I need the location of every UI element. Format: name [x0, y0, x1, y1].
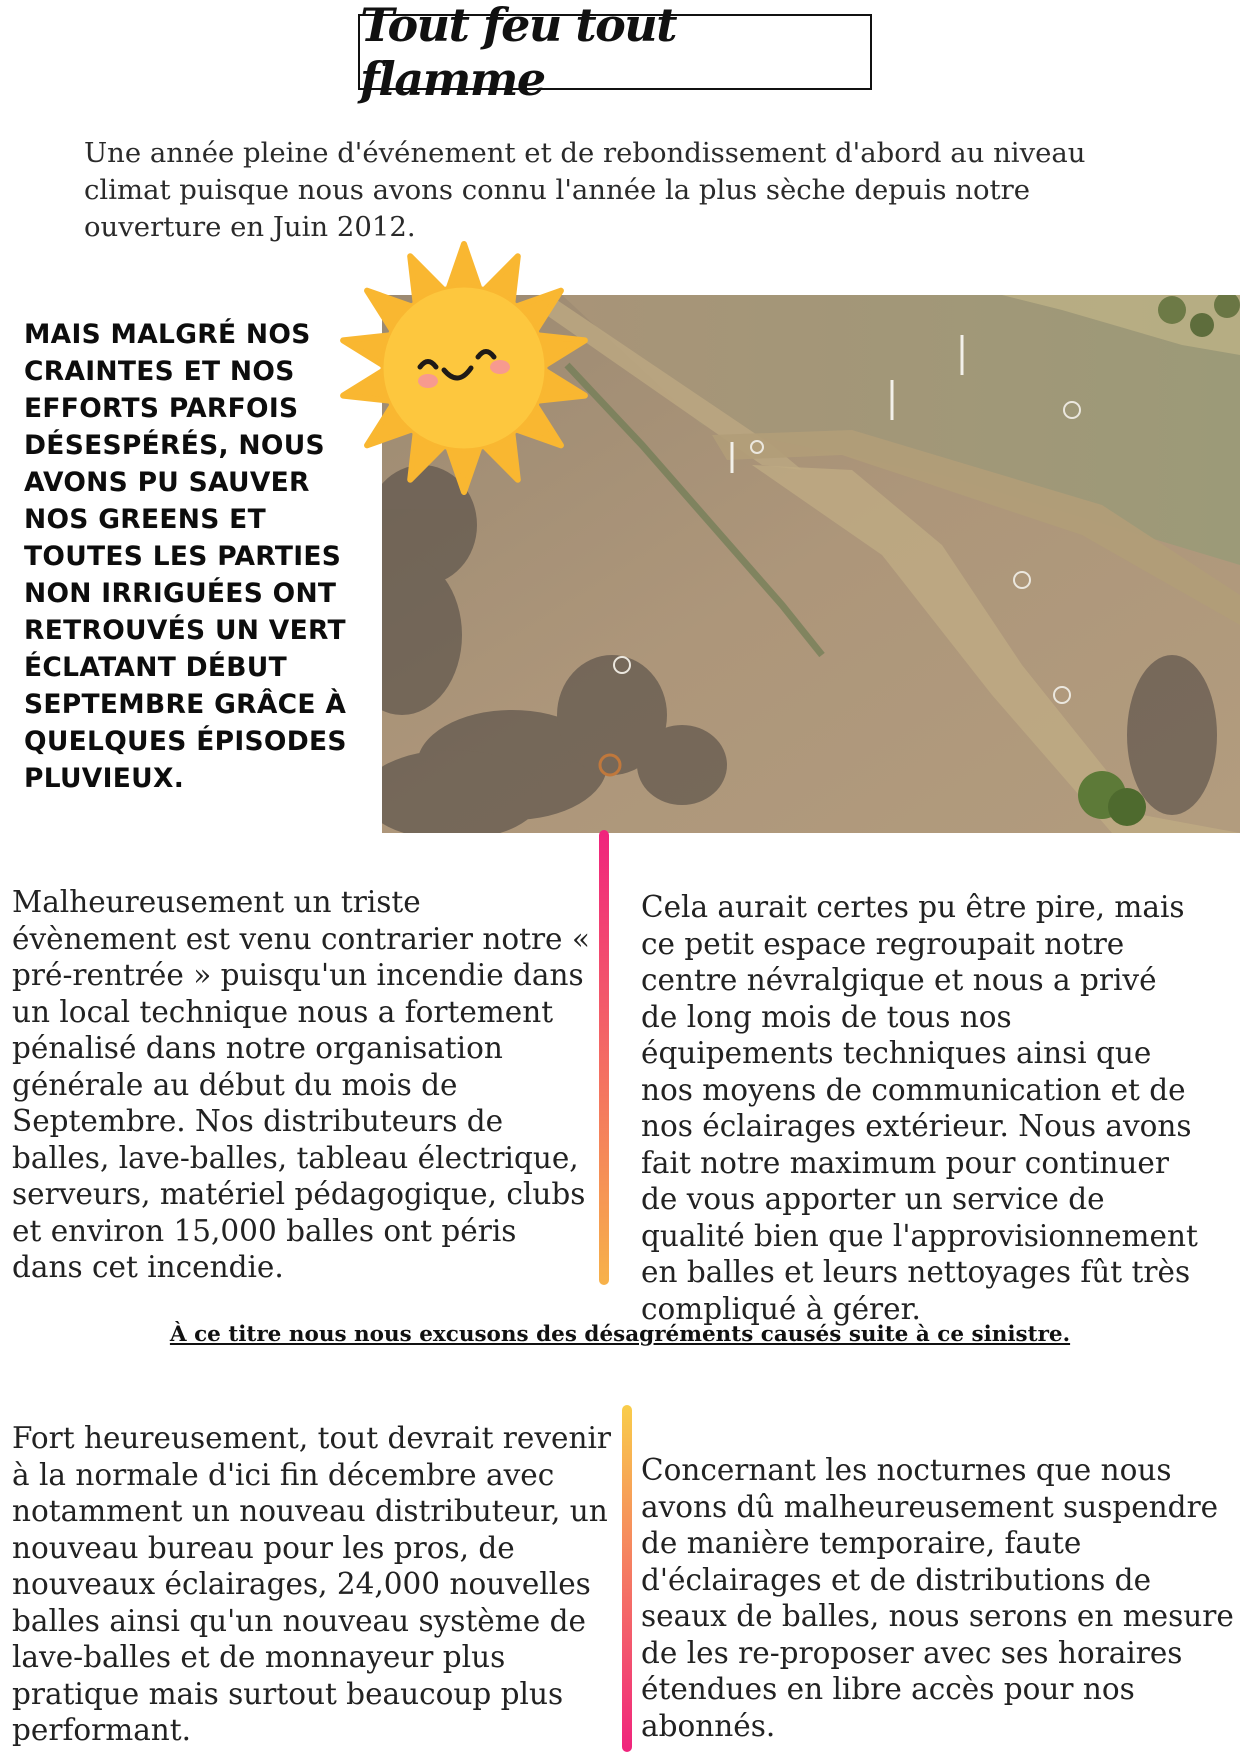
intro-paragraph: Une année pleine d'événement et de rebondissement d'abord au niveau climat puisque nous avons connu l'année la plus sèche depuis notre ouverture en Juin 2012. [84, 137, 1086, 243]
section2-divider [622, 1405, 632, 1752]
section1-right-text: Cela aurait certes pu être pire, mais ce petit espace regroupait notre centre névralgique et nous a privé de long mois de tous nos équipements techniques ainsi que nos moyens de communication et de nos éclairages extérieur. Nous avons fait notre maximum pour continuer de vous apporter un service de qualité bien que l'approvisionnement en balles et leurs nettoyages fût très compliqué à gérer. [641, 890, 1198, 1326]
section2-right-text: Concernant les nocturnes que nous avons dû malheureusement suspendre de manière temporaire, faute d'éclairages et de distributions de seaux de balles, nous serons en mesure de les re-proposer avec ses horaires étendues en libre accès pour nos abonnés. [641, 1453, 1234, 1743]
apology-notice: À ce titre nous nous excusons des désagréments causés suite à ce sinistre. [169, 1322, 1071, 1347]
callout-text: MAIS MALGRÉ NOS CRAINTES ET NOS EFFORTS PARFOIS DÉSESPÉRÉS, NOUS AVONS PU SAUVER NOS GREENS ET TOUTES LES PARTIES NON IRRIGUÉES ONT RETROUVÉS UN VERT ÉCLATANT DÉBUT SEPTEMBRE GRÂCE À QUELQUES ÉPISODES PLUVIEUX. [24, 319, 347, 794]
title-box [358, 0, 872, 106]
sun-illustration-icon [336, 240, 592, 496]
section1-divider [599, 830, 609, 1285]
section2-left-text: Fort heureusement, tout devrait revenir à la normale d'ici fin décembre avec notamment un nouveau distributeur, un nouveau bureau pour les pros, de nouveaux éclairages, 24,000 nouvelles balles ainsi qu'un nouveau système de lave-balles et de monnayeur plus pratique mais surtout beaucoup plus performant. [12, 1421, 612, 1747]
section1-left-text: Malheureusement un triste évènement est venu contrarier notre « pré-rentrée » puisqu'un incendie dans un local technique nous a fortement pénalisé dans notre organisation générale au début du mois de Septembre. Nos distributeurs de balles, lave-balles, tableau électrique, serveurs, matériel pédagogique, clubs et environ 15,000 balles ont péris dans cet incendie. [12, 885, 590, 1284]
page-title: Tout feu tout flamme [360, 0, 676, 106]
